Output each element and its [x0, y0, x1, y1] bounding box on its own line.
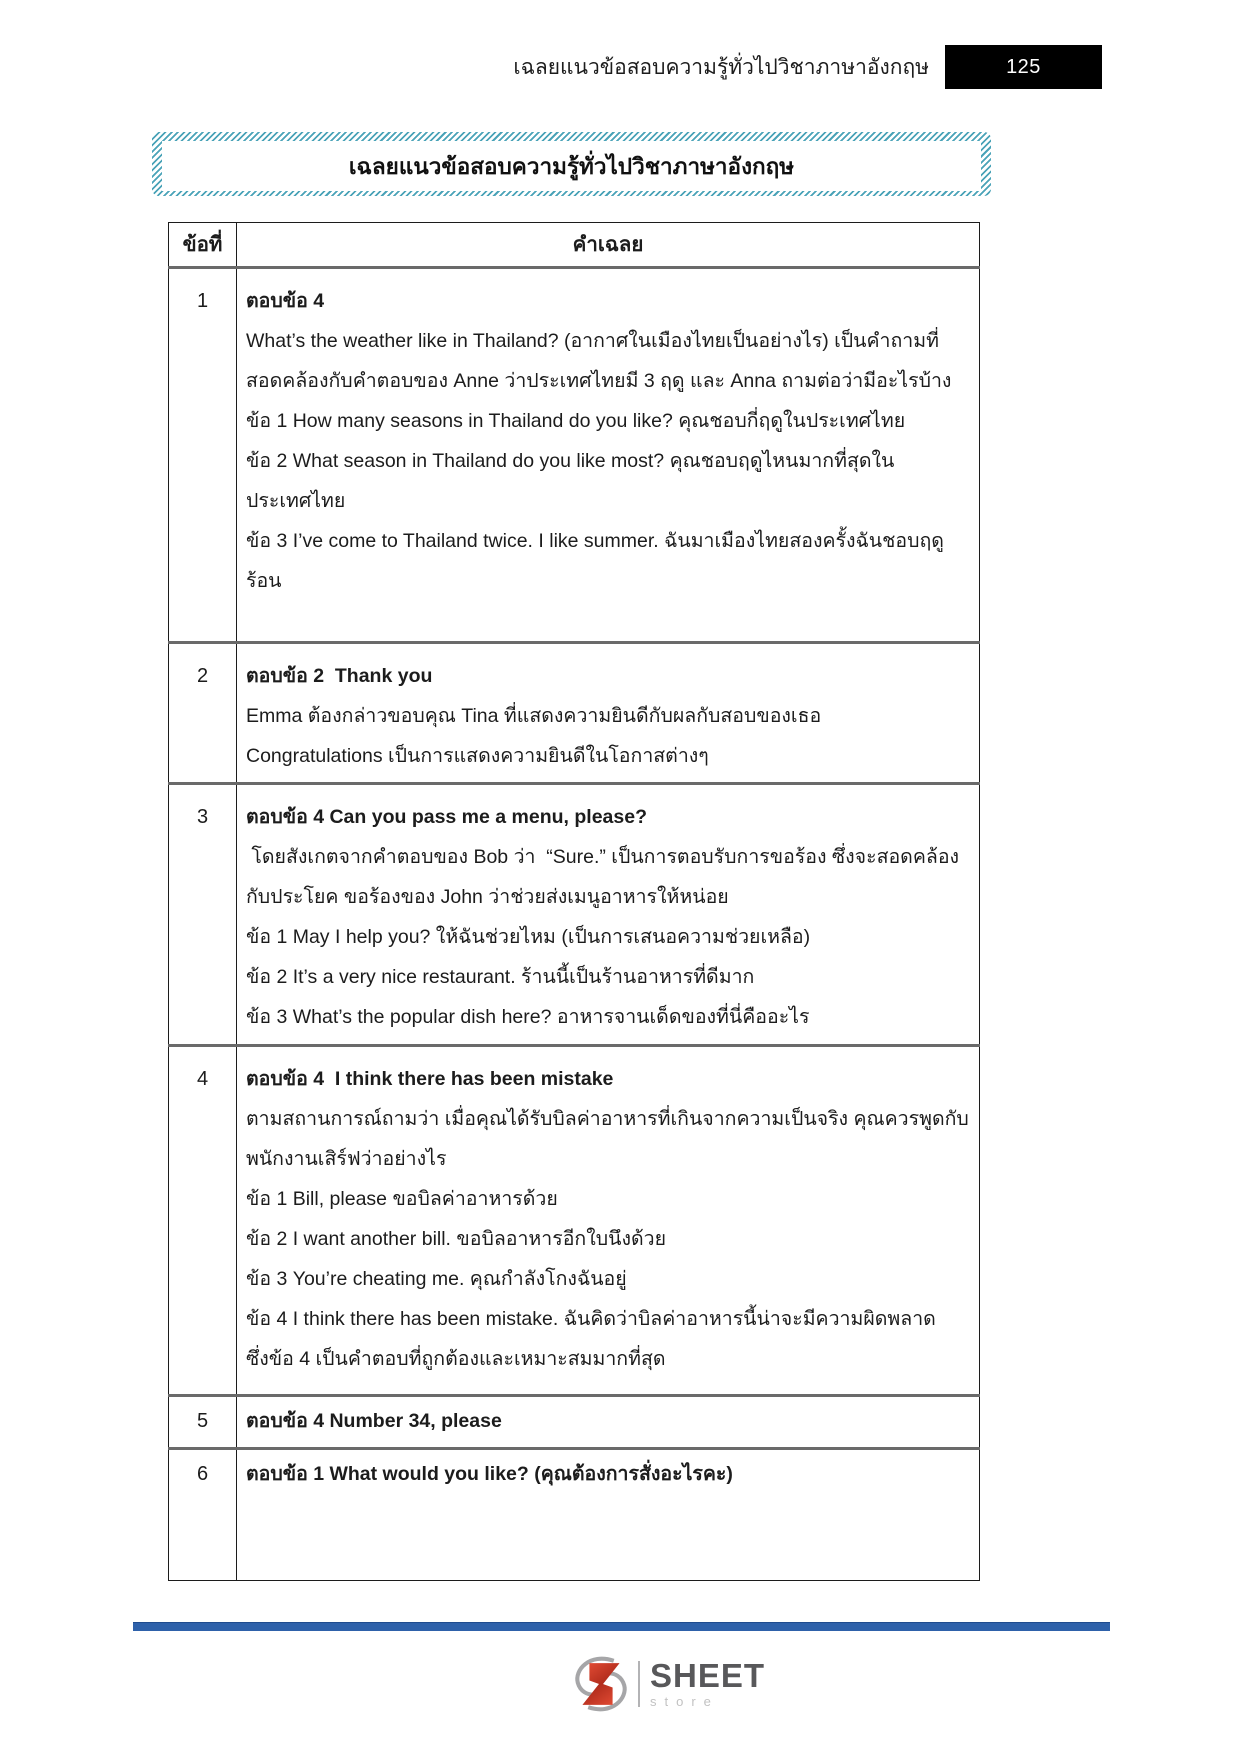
logo-text-column: [650, 1659, 765, 1709]
answer-number: 6: [169, 1449, 237, 1581]
answer-cell: [237, 1449, 980, 1581]
answer-number: 1: [169, 268, 237, 643]
sheet-store-logo-icon: [572, 1655, 630, 1713]
answer-cell: [237, 784, 980, 1046]
answer-heading: ตอบข้อ 4: [246, 290, 325, 312]
sheet-store-logo: [572, 1655, 765, 1713]
answer-paragraph: Congratulations เป็นการแสดงความยินดีในโอกาสต่างๆ: [246, 745, 709, 767]
answer-paragraph: ข้อ 4 I think there has been mistake. ฉันคิดว่าบิลค่าอาหารนี้น่าจะมีความผิดพลาด: [246, 1308, 936, 1330]
table-header-row: [169, 223, 980, 268]
answer-paragraph: ข้อ 3 I’ve come to Thailand twice. I like summer. ฉันมาเมืองไทยสองครั้งฉันชอบฤดูร้อน: [246, 530, 944, 592]
answer-paragraph: ข้อ 1 Bill, please ขอบิลค่าอาหารด้วย: [246, 1188, 558, 1210]
answer-paragraph: ข้อ 1 How many seasons in Thailand do you like? คุณชอบกี่ฤดูในประเทศไทย: [246, 410, 906, 432]
answer-cell: [237, 643, 980, 784]
answer-paragraph: โดยสังเกตจากคำตอบของ Bob ว่า “Sure.” เป็นการตอบรับการขอร้อง ซึ่งจะสอดคล้องกับประโยค ขอร้องของ John ว่าช่วยส่งเมนูอาหารให้หน่อย: [246, 846, 960, 908]
answer-paragraph: ข้อ 2 It’s a very nice restaurant. ร้านนี้เป็นร้านอาหารที่ดีมาก: [246, 966, 755, 988]
answer-heading: ตอบข้อ 1 What would you like? (คุณต้องการสั่งอะไรคะ): [246, 1463, 733, 1485]
answer-paragraph: ข้อ 2 I want another bill. ขอบิลอาหารอีกใบนึงด้วย: [246, 1228, 667, 1250]
answer-paragraph: ตามสถานการณ์ถามว่า เมื่อคุณได้รับบิลค่าอาหารที่เกินจากความเป็นจริง คุณควรพูดกับพนักงานเสิร์ฟว่าอย่างไร: [246, 1108, 969, 1170]
answer-cell: [237, 1396, 980, 1449]
table-row: [169, 1449, 980, 1581]
table-row: [169, 643, 980, 784]
table-row: [169, 268, 980, 643]
col-header-question-no: ข้อที่: [169, 223, 237, 268]
table-row: [169, 1396, 980, 1449]
title-box-inner: [162, 141, 981, 191]
col-header-answer: คำเฉลย: [237, 223, 980, 268]
answer-heading: ตอบข้อ 4 Number 34, please: [246, 1410, 502, 1432]
logo-divider: [638, 1661, 640, 1707]
answer-paragraph: ข้อ 2 What season in Thailand do you like most? คุณชอบฤดูไหนมากที่สุดในประเทศไทย: [246, 450, 895, 512]
table-row: [169, 784, 980, 1046]
title-box: [152, 132, 991, 196]
answer-paragraph: ข้อ 1 May I help you? ให้ฉันช่วยไหม (เป็นการเสนอความช่วยเหลือ): [246, 926, 811, 948]
answer-cell: [237, 1046, 980, 1396]
logo-subtext: store: [650, 1694, 719, 1709]
answer-paragraph: What’s the weather like in Thailand? (อากาศในเมืองไทยเป็นอย่างไร) เป็นคำถามที่สอดคล้องกับคำตอบของ Anne ว่าประเทศไทยมี 3 ฤดู และ Anna ถามต่อว่ามีอะไรบ้าง: [246, 330, 952, 392]
answer-number: 3: [169, 784, 237, 1046]
answer-heading: ตอบข้อ 2 Thank you: [246, 665, 433, 687]
answer-paragraph: ซึ่งข้อ 4 เป็นคำตอบที่ถูกต้องและเหมาะสมมากที่สุด: [246, 1348, 666, 1370]
page-title: เฉลยแนวข้อสอบความรู้ทั่วไปวิชาภาษาอังกฤษ: [348, 154, 795, 179]
answer-paragraph: ข้อ 3 What’s the popular dish here? อาหารจานเด็ดของที่นี่คืออะไร: [246, 1006, 810, 1028]
answer-heading: ตอบข้อ 4 I think there has been mistake: [246, 1068, 614, 1090]
answer-paragraph: ข้อ 3 You’re cheating me. คุณกำลังโกงฉันอยู่: [246, 1268, 627, 1290]
answer-table: [168, 222, 980, 1581]
answer-number: 5: [169, 1396, 237, 1449]
answer-number: 2: [169, 643, 237, 784]
page-number-badge: [945, 45, 1102, 89]
answer-cell: [237, 268, 980, 643]
table-row: [169, 1046, 980, 1396]
answer-paragraph: Emma ต้องกล่าวขอบคุณ Tina ที่แสดงความยินดีกับผลกับสอบของเธอ: [246, 705, 822, 727]
answer-number: 4: [169, 1046, 237, 1396]
page-number: 125: [1006, 55, 1041, 78]
running-title: เฉลยแนวข้อสอบความรู้ทั่วไปวิชาภาษาอังกฤษ: [513, 55, 929, 79]
footer-divider: [133, 1622, 1110, 1631]
logo-wordmark: SHEET: [650, 1657, 766, 1694]
answer-heading: ตอบข้อ 4 Can you pass me a menu, please?: [246, 806, 648, 828]
running-header: [513, 45, 1102, 89]
